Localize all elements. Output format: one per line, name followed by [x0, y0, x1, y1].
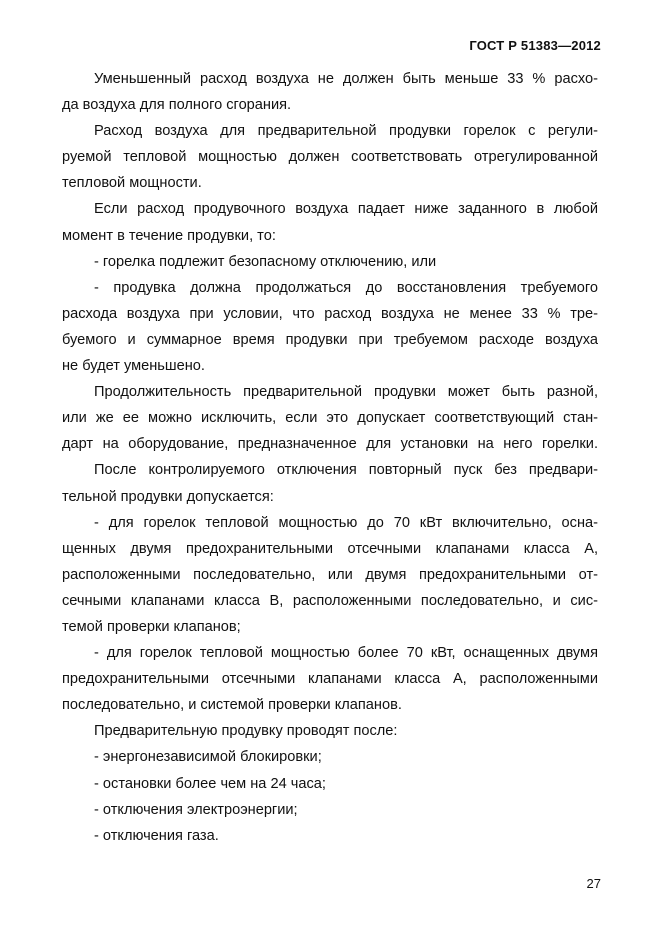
text-line: - продувка должна продолжаться до восстановления требуемого	[94, 279, 598, 296]
text-line: тепловой мощности.	[62, 175, 202, 192]
page-number: 27	[586, 876, 601, 891]
text-line: не будет уменьшено.	[62, 358, 205, 375]
text-line: последовательно, и системой проверки клапанов.	[62, 697, 402, 714]
text-line: - горелка подлежит безопасному отключению, или	[94, 253, 437, 270]
text-line: расхода воздуха при условии, что расход воздуха не менее 33 % тре-	[62, 305, 598, 322]
text-line: Если расход продувочного воздуха падает ниже заданного в любой	[94, 201, 598, 218]
text-line: Уменьшенный расход воздуха не должен быть меньше 33 % расхо-	[94, 71, 598, 87]
text-line: щенных двумя предохранительными отсечными клапанами класса А,	[62, 540, 598, 557]
text-line: - для горелок тепловой мощностью до 70 кВт включительно, осна-	[94, 514, 598, 531]
text-line: сечными клапанами класса В, расположенными последовательно, и сис-	[62, 592, 598, 609]
document-code-header: ГОСТ Р 51383—2012	[469, 38, 601, 53]
text-line: тельной продувки допускается:	[62, 488, 274, 505]
text-line: буемого и суммарное время продувки при требуемом расходе воздуха	[62, 331, 598, 348]
text-line: дарт на оборудование, предназначенное для установки на него горелки.	[62, 436, 598, 453]
text-line: Расход воздуха для предварительной продувки горелок с регули-	[94, 123, 598, 140]
text-line: момент в течение продувки, то:	[62, 227, 276, 244]
text-line: - для горелок тепловой мощностью более 70 кВт, оснащенных двумя	[94, 645, 598, 662]
text-line: После контролируемого отключения повторный пуск без предвари-	[94, 462, 598, 479]
text-line: или же ее можно исключить, если это допускает соответствующий стан-	[62, 410, 598, 427]
text-line: да воздуха для полного сгорания.	[62, 97, 292, 114]
text-line: - отключения электроэнергии;	[94, 801, 298, 818]
text-line: руемой тепловой мощностью должен соответствовать отрегулированной	[62, 149, 598, 166]
text-line: предохранительными отсечными клапанами класса А, расположенными	[62, 671, 598, 688]
text-line: Продолжительность предварительной продувки может быть разной,	[94, 384, 598, 401]
text-line: темой проверки клапанов;	[62, 618, 241, 635]
document-body	[62, 66, 598, 849]
text-line: Предварительную продувку проводят после:	[94, 723, 398, 740]
text-line: - энергонезависимой блокировки;	[94, 749, 322, 766]
text-line: - остановки более чем на 24 часа;	[94, 775, 326, 792]
text-line: - отключения газа.	[94, 827, 219, 844]
text-line: расположенными последовательно, или двумя предохранительными от-	[62, 566, 598, 583]
